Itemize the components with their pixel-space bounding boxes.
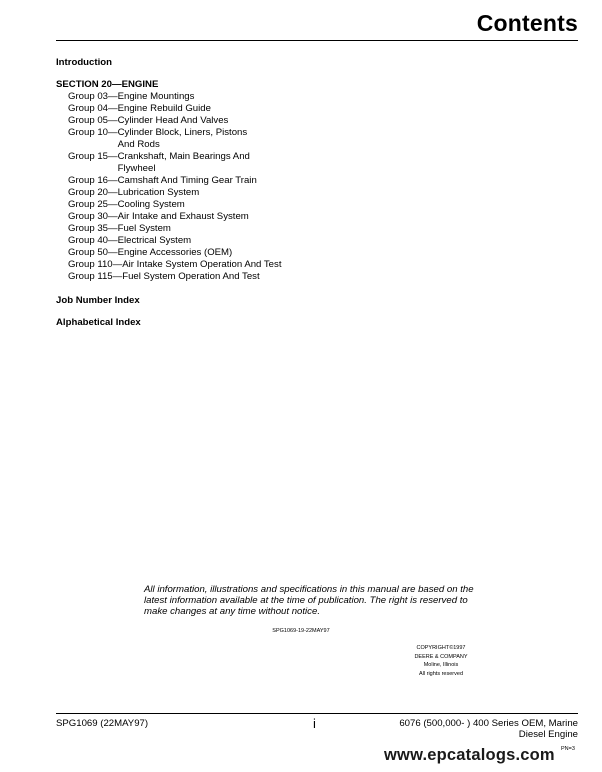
- group-title: Engine Mountings: [117, 91, 195, 102]
- copyright-line: COPYRIGHT©1997: [416, 645, 466, 651]
- group-title: Cooling System: [117, 199, 185, 210]
- group-number: Group 04—: [68, 103, 118, 114]
- group-number: Group 05—: [68, 115, 118, 126]
- footer-engine-line-1: 6076 (500,000- ) 400 Series OEM, Marine: [399, 718, 578, 729]
- toc-group-item[interactable]: [68, 259, 328, 271]
- footer-doc-id: SPG1069 (22MAY97): [56, 718, 149, 729]
- group-title: Cylinder Block, Liners, Pistons And Rods: [117, 127, 248, 150]
- group-number: Group 15—: [68, 151, 118, 162]
- toc-group-item[interactable]: [68, 211, 328, 223]
- group-title: Crankshaft, Main Bearings And Flywheel: [117, 151, 250, 174]
- footer-page-number: i: [313, 716, 316, 731]
- group-number: Group 25—: [68, 199, 118, 210]
- toc-group-item[interactable]: [68, 235, 328, 247]
- footer-divider: [56, 713, 578, 714]
- group-title: Lubrication System: [117, 187, 200, 198]
- group-title: Fuel System: [117, 223, 171, 234]
- group-number: Group 20—: [68, 187, 118, 198]
- toc-group-item[interactable]: [68, 91, 328, 103]
- group-title: Camshaft And Timing Gear Train: [117, 175, 257, 186]
- footer-engine-line-2: Diesel Engine: [518, 729, 578, 740]
- document-code: SPG1069-19-22MAY97: [272, 628, 330, 634]
- toc-alphabetical-index[interactable]: Alphabetical Index: [56, 317, 141, 328]
- toc-group-item[interactable]: [68, 151, 268, 175]
- toc-introduction[interactable]: Introduction: [56, 57, 112, 68]
- toc-group-item[interactable]: [68, 127, 264, 151]
- rights-reserved: All rights reserved: [418, 670, 464, 677]
- group-number: Group 115—: [68, 271, 123, 282]
- group-number: Group 30—: [68, 211, 118, 222]
- toc-group-item[interactable]: [68, 223, 328, 235]
- pn-marker: PN=3: [561, 746, 575, 752]
- toc-group-item[interactable]: [68, 115, 328, 127]
- group-title: Cylinder Head And Valves: [117, 115, 229, 126]
- page-title: Contents: [476, 10, 578, 36]
- group-number: Group 35—: [68, 223, 118, 234]
- company-location: Moline, Illinois: [423, 662, 459, 668]
- toc-group-list: [68, 91, 328, 283]
- toc-group-item[interactable]: [68, 187, 328, 199]
- watermark-url: www.epcatalogs.com: [384, 746, 555, 764]
- group-title: Air Intake and Exhaust System: [117, 211, 249, 222]
- group-number: Group 50—: [68, 247, 118, 258]
- group-number: Group 110—: [68, 259, 123, 270]
- group-number: Group 16—: [68, 175, 118, 186]
- group-title: Engine Rebuild Guide: [117, 103, 211, 114]
- toc-job-number-index[interactable]: Job Number Index: [56, 295, 140, 306]
- footer-engine-title: [370, 718, 578, 740]
- group-number: Group 03—: [68, 91, 118, 102]
- group-title: Fuel System Operation And Test: [122, 271, 260, 282]
- copyright-block: [404, 644, 478, 678]
- toc-group-item[interactable]: [68, 175, 328, 187]
- group-number: Group 10—: [68, 127, 118, 138]
- toc-section-heading[interactable]: SECTION 20—ENGINE: [56, 79, 159, 90]
- publication-notice: All information, illustrations and specifications in this manual are based on the latest information available at the time of publication. The right is reserved to make changes at any time without notice.: [144, 584, 474, 617]
- company-name: DEERE & COMPANY: [414, 653, 468, 660]
- toc-group-item[interactable]: [68, 103, 328, 115]
- toc-group-item[interactable]: [68, 247, 328, 259]
- group-number: Group 40—: [68, 235, 118, 246]
- group-title: Electrical System: [117, 235, 192, 246]
- title-divider: [56, 40, 578, 41]
- toc-group-item[interactable]: [68, 271, 328, 283]
- toc-group-item[interactable]: [68, 199, 328, 211]
- group-title: Engine Accessories (OEM): [117, 247, 233, 258]
- group-title: Air Intake System Operation And Test: [122, 259, 282, 270]
